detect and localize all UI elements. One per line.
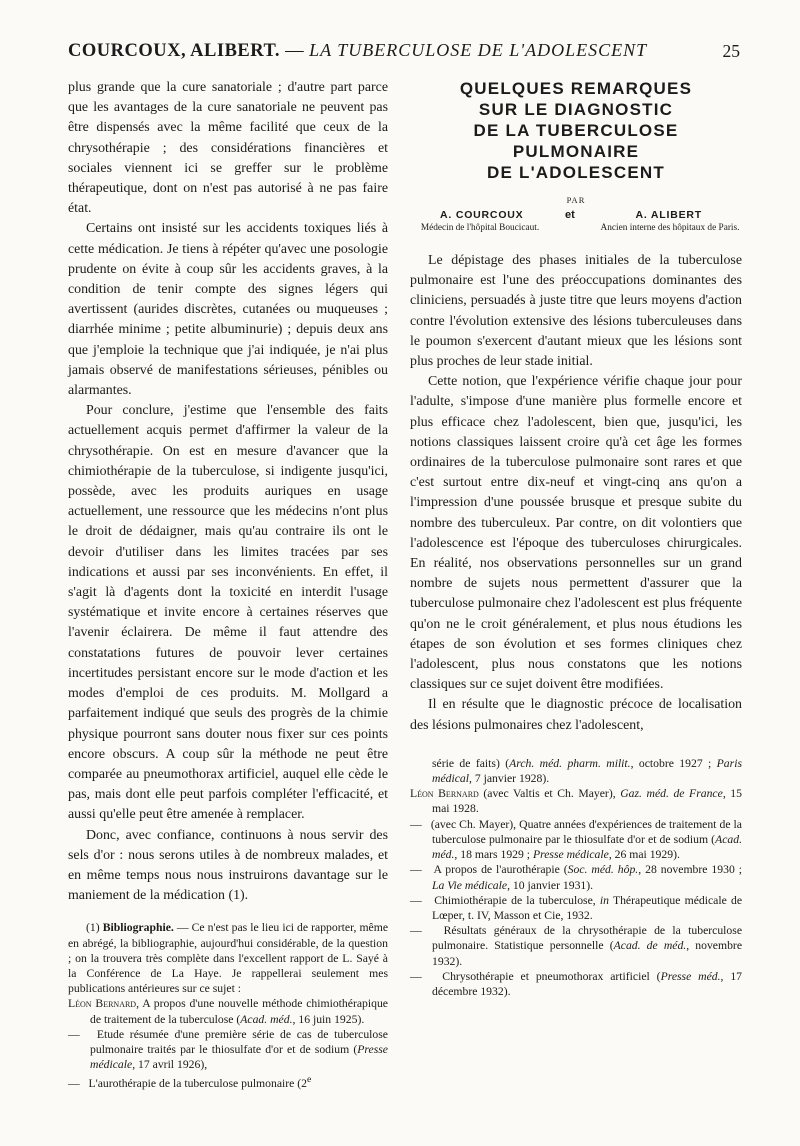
header-title: LA TUBERCULOSE DE L'ADOLESCENT <box>309 40 648 60</box>
paragraph: Cette notion, que l'expérience vérifie chaque jour pour l'adulte, s'impose d'une manière plus formelle encore et plus efficace chez l'adolescent, bien que, jusqu'ici, les notions classiques laissent croire qu'à cet âge les formes ordinaires de la tuberculose pulmonaire sont rares et que c'est surtout entre dix-neuf et vingt-cinq ans qu'on a l'impression d'une poussée brusque et presque subite du nombre des tuberculeux. Par contre, on dit volontiers que l'adolescence est l'époque des tuberculoses chirurgicales. En réalité, nos observations personnelles sur un grand nombre de sujets nous permettent d'assurer que la tuberculose pulmonaire chez l'adolescent est plus fréquente qu'on ne le croit généralement, et plus nous étudions les étapes de son évolution et ses formes cliniques chez l'adolescent, plus nous constatons que les notions classiques sur ce sujet doivent être modifiées. <box>410 374 742 693</box>
footnote-item: — Résultats généraux de la chrysothérapie de la tuberculose pulmonaire. Statistique personnelle (Acad. de méd., novembre 1932). <box>410 924 743 968</box>
article-title <box>410 78 742 205</box>
paragraph: Donc, avec confiance, continuons à nous servir des sels d'or : nous serons utiles à de nombreux malades, et en même temps nous nous instruirons davantage sur le maniement de la médication (1). <box>68 827 388 904</box>
author-block <box>410 209 742 249</box>
header-authors: COURCOUX, ALIBERT. <box>68 41 281 61</box>
footnote-item: — L'aurothérapie de la tuberculose pulmonaire (2e <box>68 1074 312 1091</box>
paragraph: Le dépistage des phases initiales de la tuberculose pulmonaire est l'une des préoccupations dominantes des cliniciens, persuadés à juste titre que leurs moyens d'action contre l'évolution extensive des lésions tuberculeuses dans le poumon s'exercent d'autant mieux que les lésions sont plus proches de leur stade initial. <box>410 253 742 370</box>
page-number: 25 <box>722 41 740 61</box>
footnote-intro <box>68 920 388 996</box>
title-line: DE LA TUBERCULOSE <box>473 121 679 140</box>
footnote-item: — (avec Ch. Mayer), Quatre années d'expériences de traitement de la tuberculose pulmonaire par le thiosulfate d'or et de sodium (Acad. méd., 18 mars 1929 ; Presse médicale, 26 mai 1929). <box>410 817 742 862</box>
footnote-label: Bibliographie. <box>102 921 174 935</box>
right-column <box>410 78 742 999</box>
footnote-author: Léon Bernard <box>68 997 137 1011</box>
author-alibert: A. ALIBERT <box>635 209 702 221</box>
footnote-marker: (1) <box>86 921 100 935</box>
running-title <box>68 40 647 62</box>
title-line: PULMONAIRE <box>512 142 640 161</box>
author-courcoux: A. COURCOUX <box>440 209 524 221</box>
header-dash: — <box>285 41 305 61</box>
affiliation-alibert: Ancien interne des hôpitaux de Paris. <box>600 223 740 233</box>
par-label: PAR <box>566 195 586 205</box>
paragraph: Pour conclure, j'estime que l'ensemble des faits actuellement acquis permet d'affirmer la valeur de la chrysothérapie. On est en mesure d'avancer que la chimiothérapie de la tuberculose, si indigente jusqu'ici, possède, avec les produits auriques en usage actuellement, une ressource que les médecins n'ont plus le droit de dédaigner, mais qu'au contraire ils ont le devoir d'utiliser dans les limites tracées par ses indications et aussi par ses inconvénients. En effet, il s'agit là d'agents dont la toxicité en interdit l'usage systématique et invite encore à certaines réserves que l'avenir éclairera. De même il faut attendre des constatations futures de pouvoir lever certaines incertitudes persistant encore sur le mode d'action et les modes d'emploi de ces produits. M. Mollgard a parfaitement indiqué que seuls des progrès de la chimie physique pourront sans douter nous fixer sur ces points encore obscurs. A coup sûr la méthode ne peut être comparée au pneumothorax artificiel, auquel elle cède le pas, mais dont elle peut parfois compléter l'efficacité, et aussi qu'elle peut être amenée à remplacer. <box>68 403 388 823</box>
title-line: DE L'ADOLESCENT <box>487 163 665 182</box>
footnote-item: — Chimiothérapie de la tuberculose, in Thérapeutique médicale de Lœper, t. IV, Masson et Cie, 1932. <box>410 893 743 922</box>
footnote-item: — Etude résumée d'une première série de cas de tuberculose pulmonaire traités par le thiosulfate d'or et de sodium (Presse médicale, 17 avril 1926), <box>68 1027 388 1072</box>
paragraph: Certains ont insisté sur les accidents toxiques liés à cette médication. Je tiens à répéter qu'avec une posologie prudente on évite à coup sûr les accidents graves, à la condition de tenir compte des signes légers qui avertissent (aurides discrètes, cutanées ou muqueuses ; diarrhée minime ; petite albuminurie) ; depuis deux ans que j'emploie la technique que j'ai indiquée, je n'ai plus jamais observé de manifestations sérieuses, pénibles ou alarmantes. <box>68 221 388 399</box>
footnote-item: — Chrysothérapie et pneumothorax artificiel (Presse méd., 17 décembre 1932). <box>410 969 743 998</box>
footnote-item: — A propos de l'aurothérapie (Soc. méd. hôp., 28 novembre 1930 ; La Vie médicale, 10 janvier 1931). <box>410 863 742 892</box>
running-header <box>68 40 740 72</box>
footnote-item: Léon Bernard, A propos d'une nouvelle méthode chimiothérapique de traitement de la tuberculose (Acad. méd., 16 juin 1925). <box>68 997 388 1026</box>
paragraph: plus grande que la cure sanatoriale ; d'autre part parce que les avantages de la cure sanatoriale ne peuvent pas être dispensés avec la même facilité que ceux de la chrysothérapie ; des considérations financières et sociales viennent ici se greffer sur le problème thérapeutique, dont on n'est pas autorisé à ne pas faire état. <box>68 80 388 217</box>
author-conjunction: et <box>565 209 575 221</box>
left-column <box>68 78 388 1091</box>
footnote-item: Léon Bernard (avec Valtis et Ch. Mayer), Gaz. méd. de France, 15 mai 1928. <box>410 787 742 816</box>
paragraph: Il en résulte que le diagnostic précoce de localisation des lésions pulmonaires chez l'adolescent, <box>410 697 742 733</box>
title-line: SUR LE DIAGNOSTIC <box>478 100 674 119</box>
title-line: QUELQUES REMARQUES <box>459 79 693 98</box>
affiliation-courcoux: Médecin de l'hôpital Boucicaut. <box>420 223 540 233</box>
footnote-intro-text: — Ce n'est pas le lieu ici de rapporter, même en abrégé, la bibliographie, aujourd'hui considérable, de la question ; on la trouvera très complète dans l'excellent rapport de L. Sayé à la Conférence de La Haye. Je rappellerai seulement mes publications antérieures sur ce sujet : <box>68 921 389 996</box>
footnote-item: série de faits) (Arch. méd. pharm. milit., octobre 1927 ; Paris médical, 7 janvier 1928). <box>432 756 742 786</box>
